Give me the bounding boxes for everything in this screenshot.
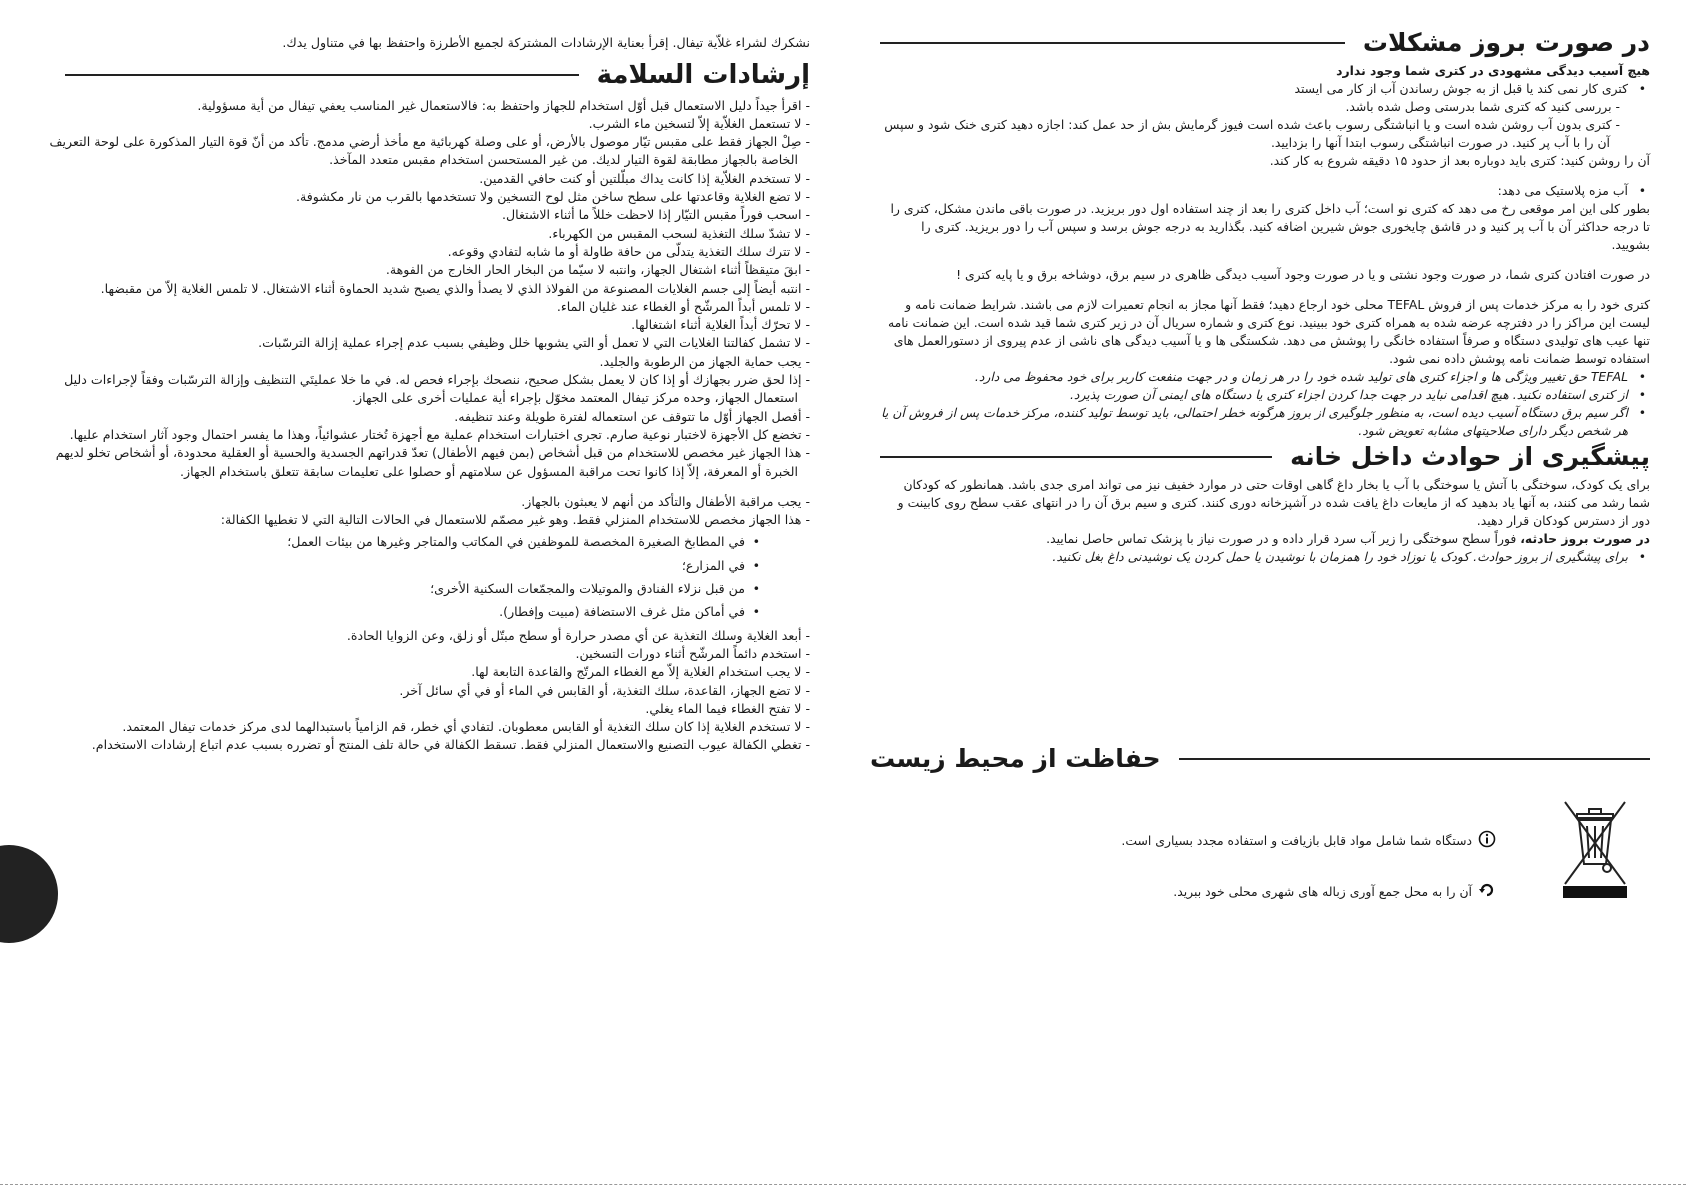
heading-rule: [880, 42, 1345, 44]
safety-item: - أبعد الغلاية وسلك التغذية عن أي مصدر حرارة أو سطح مبتّل أو زلق، وعن الزوايا الحادة.: [346, 627, 810, 643]
safety-item: - لا تلمس أبداً المرشّح أو الغطاء عند غليان الماء.: [556, 298, 810, 314]
safety-item: - لا يجب استخدام الغلاية إلاّ مع الغطاء المرتّج والقاعدة التابعة لها.: [471, 664, 810, 680]
usage-exclusion-item: • في المزارع؛: [35, 557, 810, 575]
safety-item: - هذا الجهاز مخصص للاستخدام المنزلي فقط. وهو غير مصمّم للاستعمال في الحالات التالية التي لا تغطيها الكفالة:: [220, 512, 810, 528]
safety-item: - هذا الجهاز غير مخصص للاستخدام من قبل أشخاص (بمن فيهم الأطفال) تعدّ قدراتهم الجسدية والحسية أو العقلية محدودة، أو أشخاص تخلو لديهم الخبرة أو المعرفة، إلاّ إذا كانوا تحت مراقبة المسؤول عن سلامتهم أو حصلوا على تعليمات سابقة تتعلق باستخدام الجهاز.: [55, 445, 810, 479]
troubleshoot-item: • آب مزه پلاستیک می دهد:: [880, 182, 1650, 200]
arabic-safety-heading-text: إرشادات السلامة: [596, 60, 810, 91]
safety-item: - لا تستخدم الغلاية إذا كان سلك التغذية أو القابس معطوبان. لتفادي أي خطر، قم الزامياً باستبدالهما لدى مركز خدمات تيفال المعتمد.: [122, 719, 810, 735]
persian-section: [880, 28, 1650, 566]
accident-text: فوراً سطح سوختگی را زیر آب سرد قرار داده و در صورت نیاز با پزشک تماس حاصل نمایید.: [1046, 531, 1521, 546]
safety-item: - لا تشدّ سلك التغذية لسحب المقبس من الكهرباء.: [548, 225, 810, 241]
safety-item: - إذا لحق ضرر بجهازك أو إذا كان لا يعمل بشكل صحيح، ننصحك بإجراء فحص له. في ما خلا عمليتَي التنظيف وإزالة الترسّبات وفقاً لإجراءات دليل استعمال الجهاز، وحده مركز تيفال المعتمد مخوّل بإجراء أية عمليات أخرى على الجهاز.: [64, 372, 810, 406]
safety-item: - لا تستخدم الغلاّية إذا كانت يداك مبلّلتين أو كنت حافي القدمين.: [479, 170, 810, 186]
usage-exclusion-item: • من قبل نزلاء الفنادق والموتيلات والمجمّعات السكنية الأخرى؛: [35, 580, 810, 598]
info-circle-icon: [1478, 830, 1496, 851]
environment-heading: [870, 744, 1650, 773]
troubleshoot-text: آن را روشن کنید: کتری باید دوباره بعد از حدود ۱۵ دقیقه شروع به کار کند.: [1269, 153, 1650, 168]
arabic-list: [35, 97, 810, 755]
environment-heading-text: حفاظت از محیط زیست: [870, 744, 1161, 773]
troubleshooting-heading-text: در صورت بروز مشکلات: [1362, 28, 1650, 57]
safety-item: - يجب حماية الجهاز من الرطوبة والجليد.: [599, 353, 810, 369]
safety-item: - تغطي الكفالة عيوب التصنيع والاستعمال المنزلي فقط. تسقط الكفالة في حالة تلف المنتج أو تضرره بسبب عدم اتباع إرشادات الاستخدام.: [91, 737, 810, 753]
env-recyclable-text: دستگاه شما شامل مواد قابل بازیافت و استفاده مجدد بسیاری است.: [1121, 833, 1472, 848]
safety-item: - صِلْ الجهاز فقط على مقبس تيّار موصول بالأرض، أو على وصلة كهربائية مع مأخذ أرضي مدمج. تأكد من أنّ قوة التيار المذكورة على لوحة التعريف الخاصة بالجهاز مطابقة لقوة التيار لديك. من غير المستحسن استخدام مقبس متعدد المآخذ.: [49, 134, 810, 168]
troubleshoot-subitem: - کتری بدون آب روشن شده است و یا انباشتگی رسوب باعث شده است فیوز گرمایش بش از حد عمل کند: اجازه دهید کتری خنک شود و سپس آن را با آب پر کنید. در صورت انباشتگی رسوب ابتدا آنها را بزدایید.: [884, 117, 1620, 150]
arabic-section: [35, 34, 810, 755]
prevention-text: [880, 530, 1650, 548]
env-collection-text: آن را به محل جمع آوری زباله های شهری محلی خود ببرید.: [1173, 884, 1472, 899]
accident-prevention-heading-text: پیشگیری از حوادث داخل خانه: [1290, 442, 1650, 471]
safety-item: - لا تستعمل الغلاّية إلاّ لتسخين ماء الشرب.: [588, 115, 810, 131]
page-tab-marker: [0, 845, 58, 943]
heading-rule: [65, 74, 579, 76]
env-row-recyclable: [1121, 830, 1496, 851]
safety-item: - اقرأ جيداً دليل الاستعمال قبل أوّل استخدام للجهاز واحتفظ به: فالاستعمال غير المناسب يعفي تيفال من أية مسؤولية.: [197, 97, 810, 113]
accident-bold-label: در صورت بروز حادثه،: [1520, 531, 1650, 546]
safety-item: - لا تشمل كفالتنا الغلايات التي لا تعمل أو التي يشوبها خلل وظيفي بسبب عدم إجراء عملية إزالة الترسّبات.: [258, 335, 810, 351]
italic-note: • اگر سیم برق دستگاه آسیب دیده است، به منظور جلوگیری از بروز هرگونه خطر احتمالی، باید توسط تولید کننده، مرکز خدمات پس از فروش آن یا هر شخص دیگر دارای صلاحیتهای مشابه تعویض شود.: [880, 404, 1650, 440]
safety-item: - لا تفتح الغطاء فيما الماء يغلي.: [645, 700, 810, 716]
safety-item: - ابقَ متيقظاً أثناء اشتغال الجهاز، وانتبه لا سيّما من البخار الحار الخارج من الفوهة.: [385, 262, 810, 278]
safety-item: - استخدم دائماً المرشّح أثناء دورات التسخين.: [575, 645, 810, 661]
troubleshoot-item: • کتری کار نمی کند یا قبل از به جوش رساندن آب از کار می ایستد: [880, 80, 1650, 98]
troubleshoot-subitem: - بررسی کنید که کتری شما بدرستی وصل شده باشد.: [1345, 99, 1620, 114]
usage-exclusion-item: • في المطابخ الصغيرة المخصصة للموظفين في المكاتب والمتاجر وغيرها من بيئات العمل؛: [35, 533, 810, 551]
arabic-intro: نشكرك لشراء غلاّية تيفال. إقرأ بعناية الإرشادات المشتركة لجميع الأطرزة واحتفظ بها في متناول يدك.: [282, 35, 810, 50]
safety-item: - لا تترك سلك التغذية يتدلّى من حافة طاولة أو ما شابه لتفادي وقوعه.: [447, 243, 810, 259]
curved-arrow-icon: [1478, 882, 1496, 901]
accident-prevention-heading: [880, 442, 1650, 471]
safety-item: - يجب مراقبة الأطفال والتأكد من أنهم لا يعبثون بالجهاز.: [521, 493, 810, 509]
safety-item: - لا تحرّك أبداً الغلاية أثناء اشتغالها.: [631, 317, 810, 333]
prevention-text: برای یک کودک، سوختگی با آتش یا سوختگی با آب یا بخار داغ گاهی اوقات حتی در موارد خفیف نیز می تواند امری جدی باشد. همانطور که کودکان شما رشد می کنند، به آنها یاد بدهید که از مایعات داغ یافت شده در آشپزخانه دوری کنند. کتری و سیم برق آن را در انتهای عقب سطح روی کابینت و دور از دسترس کودکان قرار دهید.: [897, 477, 1650, 528]
page-trim-line: [0, 1184, 1686, 1185]
safety-item: - لا تضع الغلاية وقاعدتها على سطح ساخن مثل لوح التسخين ولا تستخدمها بالقرب من نار مكشوفة.: [296, 189, 810, 205]
usage-exclusion-item: • في أماكن مثل غرف الاستضافة (مبيت وإفطار).: [35, 603, 810, 621]
arabic-safety-heading: [65, 60, 810, 91]
heading-rule: [1179, 758, 1650, 760]
no-damage-subheading: هیچ آسیب دیدگی مشهودی در کتری شما وجود ندارد: [1336, 63, 1650, 78]
heading-rule: [880, 456, 1272, 458]
italic-note: • TEFAL حق تغییر ویژگی ها و اجزاء کتری های تولید شده خود را در هر زمان و در جهت منفعت کاربر برای خود محفوظ می دارد.: [880, 368, 1650, 386]
safety-item: - لا تضع الجهاز، القاعدة، سلك التغذية، أو القابس في الماء أو في أي سائل آخر.: [399, 682, 810, 698]
italic-note: • از کتری استفاده نکنید. هیچ اقدامی نباید در جهت جدا کردن اجزاء کتری یا دستگاه های ایمنی آن صورت پذیرد.: [880, 386, 1650, 404]
troubleshooting-heading: [880, 28, 1650, 57]
safety-item: - أفصل الجهاز أوّل ما تتوقف عن استعماله لفترة طويلة وعند تنظيفه.: [454, 408, 810, 424]
troubleshoot-text: بطور کلی این امر موقعی رخ می دهد که کتری نو است؛ آب داخل کتری را بعد از چند استفاده اول دور بریزید. در صورت باقی ماندن مشکل، کتری را تا درجه حداکثر آن با آب پر کنید و در قاشق چایخوری جوش شیرین اضافه کنید. بگذارید به درجه جوش برسد و سپس آب را دور بریزید. کتری را بشویید.: [890, 201, 1650, 252]
env-row-collection: [1173, 882, 1496, 901]
safety-item: - اسحب فوراً مقبس التيّار إذا لاحظت خللاً ما أثناء الاشتغال.: [501, 207, 810, 223]
troubleshoot-text: در صورت افتادن کتری شما، در صورت وجود نشتی و یا در صورت وجود آسیب دیدگی ظاهری در سیم برق، دوشاخه برق و یا پایه کتری !: [956, 267, 1650, 282]
safety-item: - تخضع كل الأجهزة لاختبار نوعية صارم. تجرى اختبارات استخدام عملية مع أجهزة تُختار عشوائياً، وهذا ما يفسر احتمال وجود آثار استخدام عليها.: [69, 426, 810, 442]
safety-item: - انتبه أيضاً إلى جسم الغلايات المصنوعة من الفولاذ الذي لا يصدأ والذي يصبح شديد الحماوة أثناء الاشتغال. لا تلمس الغلاية إلاّ من مقبضها.: [100, 280, 810, 296]
crossed-out-wheelie-bin-icon: [1555, 794, 1635, 904]
service-text: کتری خود را به مرکز خدمات پس از فروش TEFAL محلی خود ارجاع دهید؛ فقط آنها مجاز به انجام تعمیرات لازم می باشند. شرایط ضمانت نامه و لیست این مراکز را در دفترچه عرضه شده به همراه کتری خود ببینید. نوع کتری و شماره سریال آن در زیر کتری شما قید شده است. این ضمانت نامه تنها عیب های تولیدی دستگاه و صرفاً استفاده خانگی را پوشش می دهد. شکستگی ها و یا آسیب دیدگی های ناشی از عدم پیروی از دستورالعمل های استفاده توسط ضمانت نامه پوشش داده نمی شود.: [888, 297, 1650, 366]
italic-note: • برای پیشگیری از بروز حوادث. کودک یا نوزاد خود را همزمان با نوشیدن یا حمل کردن یک نوشیدنی داغ بغل نکنید.: [880, 548, 1650, 566]
